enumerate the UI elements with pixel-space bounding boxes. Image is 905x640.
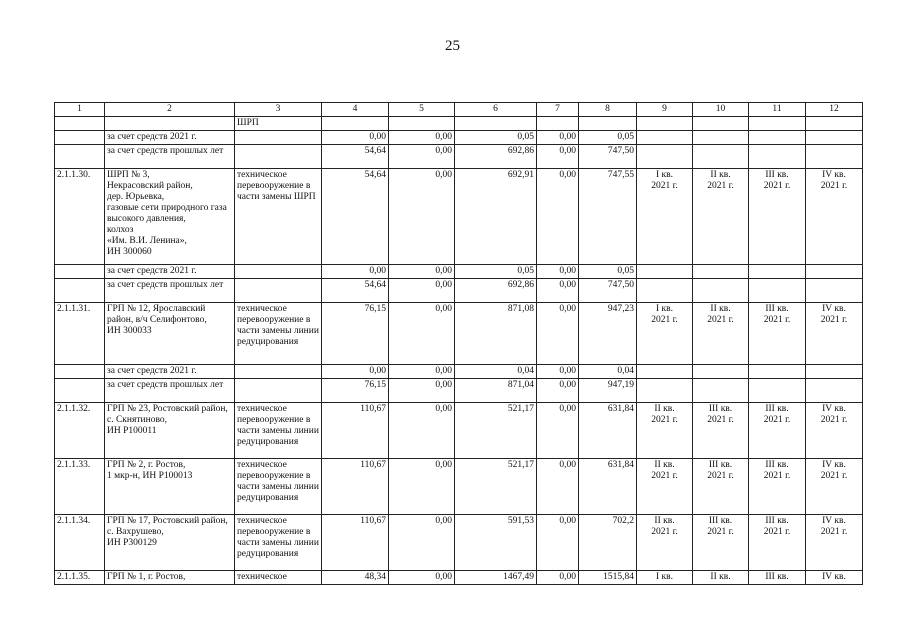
table-cell <box>55 117 105 131</box>
table-cell: 692,91 <box>455 169 537 265</box>
table-cell: 631,84 <box>579 403 637 459</box>
table-cell: 591,53 <box>455 515 537 571</box>
table-cell: 54,64 <box>322 169 389 265</box>
table-cell: 0,00 <box>537 459 579 515</box>
table-cell: 0,00 <box>389 365 455 379</box>
table-cell <box>235 279 322 303</box>
table-cell: за счет средств 2021 г. <box>105 265 235 279</box>
header-cell: 5 <box>389 103 455 117</box>
table-cell <box>637 279 693 303</box>
table-cell: за счет средств 2021 г. <box>105 365 235 379</box>
table-cell: 0,00 <box>537 303 579 365</box>
table-cell: техническое перевооружение в части замены линии редуцирования <box>235 459 322 515</box>
table-cell: 0,00 <box>389 279 455 303</box>
table-cell <box>806 365 863 379</box>
table-cell: 2.1.1.31. <box>55 303 105 365</box>
table-cell <box>322 117 389 131</box>
table-cell: 0,00 <box>322 365 389 379</box>
header-cell: 11 <box>749 103 806 117</box>
table-cell <box>637 379 693 403</box>
table-cell: IV кв. 2021 г. <box>806 515 863 571</box>
table-cell <box>235 131 322 145</box>
table-row <box>55 117 863 131</box>
table-cell: техническое перевооружение в части замены линии редуцирования <box>235 403 322 459</box>
table-cell: 747,50 <box>579 279 637 303</box>
table-cell: за счет средств прошлых лет <box>105 145 235 169</box>
table-cell: 0,04 <box>455 365 537 379</box>
table-cell <box>806 379 863 403</box>
table-cell <box>55 145 105 169</box>
table-cell: I кв. 2021 г. <box>637 303 693 365</box>
table-cell: 0,00 <box>389 459 455 515</box>
table-cell: 0,00 <box>322 265 389 279</box>
table-cell: ГРП № 1, г. Ростов, <box>105 571 235 585</box>
table-cell <box>749 117 806 131</box>
table-cell: III кв. 2021 г. <box>749 459 806 515</box>
table-cell <box>55 365 105 379</box>
header-cell: 4 <box>322 103 389 117</box>
table-cell: техническое <box>235 571 322 585</box>
column-number-row <box>55 103 863 117</box>
table-row <box>55 265 863 279</box>
table-cell: 0,05 <box>455 131 537 145</box>
table-cell: 0,00 <box>389 145 455 169</box>
header-cell: 2 <box>105 103 235 117</box>
table-cell <box>55 379 105 403</box>
header-cell: 3 <box>235 103 322 117</box>
table-cell <box>235 379 322 403</box>
table-cell <box>235 145 322 169</box>
table-cell <box>749 365 806 379</box>
table-cell: 692,86 <box>455 279 537 303</box>
table-cell: 2.1.1.34. <box>55 515 105 571</box>
table-cell: 631,84 <box>579 459 637 515</box>
table-cell: III кв. <box>749 571 806 585</box>
table-cell <box>55 131 105 145</box>
table-cell: 0,00 <box>537 365 579 379</box>
table-cell <box>806 145 863 169</box>
table-cell: II кв. 2021 г. <box>693 303 749 365</box>
table-row <box>55 169 863 265</box>
table-row <box>55 459 863 515</box>
table-cell: 0,00 <box>537 265 579 279</box>
table-cell: техническое перевооружение в части замены линии редуцирования <box>235 303 322 365</box>
table-cell: 0,00 <box>389 571 455 585</box>
table-cell: 1467,49 <box>455 571 537 585</box>
table-cell: 0,00 <box>537 571 579 585</box>
table-cell <box>537 117 579 131</box>
table-cell <box>806 117 863 131</box>
table-cell <box>579 117 637 131</box>
table-row <box>55 145 863 169</box>
table-cell: 0,00 <box>537 169 579 265</box>
table-cell: 110,67 <box>322 515 389 571</box>
table-cell: 0,05 <box>579 131 637 145</box>
table-row <box>55 379 863 403</box>
table-cell: ГРП № 12, Ярославский район, в/ч Селифонтово, ИН 300033 <box>105 303 235 365</box>
table-cell: 2.1.1.32. <box>55 403 105 459</box>
table-cell <box>637 145 693 169</box>
table-cell: III кв. 2021 г. <box>693 403 749 459</box>
table-cell: 0,00 <box>389 265 455 279</box>
table-cell: IV кв. 2021 г. <box>806 459 863 515</box>
table-cell: ГРП № 2, г. Ростов, 1 мкр-н, ИН Р100013 <box>105 459 235 515</box>
header-cell: 8 <box>579 103 637 117</box>
table-cell: IV кв. 2021 г. <box>806 303 863 365</box>
table-cell <box>55 279 105 303</box>
table-cell: 0,05 <box>579 265 637 279</box>
table-cell: 0,04 <box>579 365 637 379</box>
table-cell: 0,00 <box>389 379 455 403</box>
header-cell: 9 <box>637 103 693 117</box>
table-cell: II кв. 2021 г. <box>637 403 693 459</box>
table-cell: 692,86 <box>455 145 537 169</box>
table-cell <box>637 117 693 131</box>
table-cell: 0,05 <box>455 265 537 279</box>
table-cell <box>637 131 693 145</box>
table-cell: 871,08 <box>455 303 537 365</box>
table-cell: за счет средств прошлых лет <box>105 379 235 403</box>
table-cell: 702,2 <box>579 515 637 571</box>
table-row <box>55 515 863 571</box>
table-cell: 0,00 <box>537 145 579 169</box>
table-cell: 747,55 <box>579 169 637 265</box>
table-cell <box>235 365 322 379</box>
table-cell: IV кв. 2021 г. <box>806 403 863 459</box>
table-cell: 76,15 <box>322 303 389 365</box>
table-cell: III кв. 2021 г. <box>749 403 806 459</box>
table-cell <box>693 265 749 279</box>
table-cell: 0,00 <box>537 279 579 303</box>
table-cell: I кв. 2021 г. <box>637 169 693 265</box>
table-cell: 947,19 <box>579 379 637 403</box>
table-cell <box>389 117 455 131</box>
table-cell <box>806 131 863 145</box>
table-cell <box>693 145 749 169</box>
header-cell: 1 <box>55 103 105 117</box>
table-cell: 521,17 <box>455 403 537 459</box>
table-cell: 0,00 <box>389 131 455 145</box>
table-cell: II кв. 2021 г. <box>637 515 693 571</box>
table-cell: 0,00 <box>389 169 455 265</box>
table-cell <box>693 117 749 131</box>
table-cell: 110,67 <box>322 459 389 515</box>
table-row <box>55 303 863 365</box>
table-row <box>55 571 863 585</box>
table-cell: 0,00 <box>537 379 579 403</box>
investment-program-table <box>54 102 863 585</box>
table-cell: 48,34 <box>322 571 389 585</box>
table-cell <box>806 265 863 279</box>
table-cell <box>693 379 749 403</box>
table-cell <box>693 279 749 303</box>
table-cell <box>693 131 749 145</box>
table-cell: II кв. 2021 г. <box>637 459 693 515</box>
table-cell: 0,00 <box>389 515 455 571</box>
header-cell: 10 <box>693 103 749 117</box>
table-cell: 0,00 <box>322 131 389 145</box>
table-cell: техническое перевооружение в части замены ШРП <box>235 169 322 265</box>
table-cell: 0,00 <box>389 403 455 459</box>
table-cell: 0,00 <box>537 515 579 571</box>
table-cell: 1515,84 <box>579 571 637 585</box>
header-cell: 7 <box>537 103 579 117</box>
table-cell: III кв. 2021 г. <box>693 459 749 515</box>
table-row <box>55 403 863 459</box>
table-cell: 110,67 <box>322 403 389 459</box>
table-cell <box>105 117 235 131</box>
table-cell: II кв. 2021 г. <box>693 169 749 265</box>
table-row <box>55 365 863 379</box>
table-cell: 0,00 <box>389 303 455 365</box>
table-cell: 54,64 <box>322 145 389 169</box>
table-cell: ГРП № 23, Ростовский район, с. Скнятиново, ИН Р100011 <box>105 403 235 459</box>
table-cell: 871,04 <box>455 379 537 403</box>
header-cell: 6 <box>455 103 537 117</box>
table-cell: за счет средств прошлых лет <box>105 279 235 303</box>
table-cell: 521,17 <box>455 459 537 515</box>
table-cell: II кв. <box>693 571 749 585</box>
table-cell: 747,50 <box>579 145 637 169</box>
table-cell <box>455 117 537 131</box>
table-cell <box>637 365 693 379</box>
table-cell: 2.1.1.30. <box>55 169 105 265</box>
table-row <box>55 131 863 145</box>
table-cell: ШРП <box>235 117 322 131</box>
table-cell: IV кв. <box>806 571 863 585</box>
page-number: 25 <box>445 38 460 54</box>
table-cell: III кв. 2021 г. <box>749 303 806 365</box>
table-cell: 76,15 <box>322 379 389 403</box>
table-cell: III кв. 2021 г. <box>749 169 806 265</box>
table-cell <box>693 365 749 379</box>
table-cell: 54,64 <box>322 279 389 303</box>
table-cell: 0,00 <box>537 403 579 459</box>
table-cell: III кв. 2021 г. <box>749 515 806 571</box>
table-cell <box>749 279 806 303</box>
table-cell <box>55 265 105 279</box>
table-cell: IV кв. 2021 г. <box>806 169 863 265</box>
table-cell <box>749 145 806 169</box>
table-cell <box>749 265 806 279</box>
table-cell: техническое перевооружение в части замены линии редуцирования <box>235 515 322 571</box>
table-cell: ГРП № 17, Ростовский район, с. Вахрушево, ИН Р300129 <box>105 515 235 571</box>
table-cell: III кв. 2021 г. <box>693 515 749 571</box>
table-cell <box>637 265 693 279</box>
table-cell: 0,00 <box>537 131 579 145</box>
table-cell <box>749 131 806 145</box>
table-cell: I кв. <box>637 571 693 585</box>
table-cell <box>806 279 863 303</box>
table-cell: 947,23 <box>579 303 637 365</box>
header-cell: 12 <box>806 103 863 117</box>
table-cell <box>235 265 322 279</box>
table-cell: ШРП № 3, Некрасовский район, дер. Юрьевка, газовые сети природного газа высокого давления, колхоз «Им. В.И. Ленина», ИН 300060 <box>105 169 235 265</box>
table-cell: 2.1.1.35. <box>55 571 105 585</box>
table-cell <box>749 379 806 403</box>
table-row <box>55 279 863 303</box>
table-cell: 2.1.1.33. <box>55 459 105 515</box>
table-cell: за счет средств 2021 г. <box>105 131 235 145</box>
